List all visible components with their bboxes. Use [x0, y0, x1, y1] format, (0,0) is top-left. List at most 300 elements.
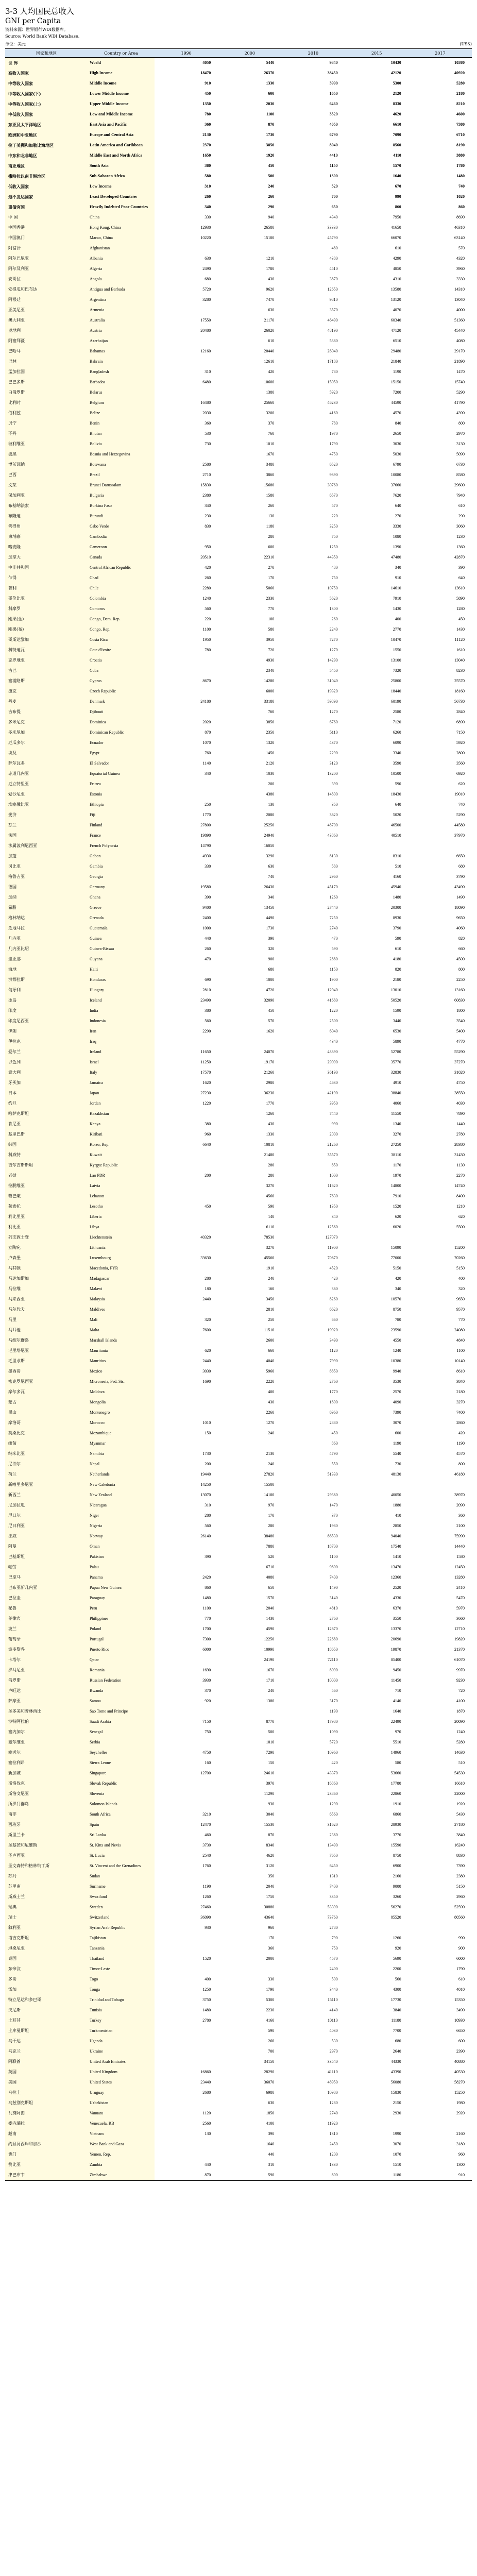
table-row — [5, 78, 472, 89]
country-name-en: Dominica — [88, 717, 155, 727]
gni-value: 31020 — [454, 1070, 465, 1075]
gni-value: 15090 — [390, 1245, 401, 1250]
table-row — [5, 552, 472, 563]
gni-value: 640 — [395, 802, 401, 807]
gni-value: 48130 — [390, 1472, 401, 1477]
gni-value: 7400 — [329, 1575, 338, 1580]
gni-value: 670 — [395, 184, 401, 189]
gni-value: 6510 — [393, 338, 401, 343]
country-name-en: Chile — [88, 583, 155, 594]
gni-value: 14790 — [200, 843, 211, 848]
gni-value: 15110 — [327, 1997, 338, 2002]
country-name-cn: 澳大利亚 — [5, 315, 88, 326]
table-row — [5, 1974, 472, 1985]
gni-value: 1190 — [393, 1441, 401, 1446]
gni-value: 2440 — [202, 1359, 211, 1363]
table-row — [5, 2088, 472, 2098]
table-row — [5, 1861, 472, 1871]
country-name-en: Latvia — [88, 1181, 155, 1191]
gni-value: 13100 — [390, 658, 401, 663]
gni-value: 7300 — [202, 1637, 211, 1641]
gni-value: 2350 — [266, 730, 275, 735]
gni-value: 3620 — [329, 812, 338, 817]
country-name-en: Djibouti — [88, 707, 155, 717]
country-name-cn: 沙特阿拉伯 — [5, 1717, 88, 1727]
gni-value — [345, 1480, 408, 1490]
gni-value: 3750 — [202, 1997, 211, 2002]
country-name-cn: 中 国 — [5, 212, 88, 223]
table-row — [5, 2170, 472, 2181]
gni-value: 4570 — [329, 1956, 338, 1961]
country-name-en: Upper Middle Income — [88, 99, 155, 109]
table-row — [5, 1521, 472, 1531]
country-name-cn: 德国 — [5, 882, 88, 892]
country-name-en: Pakistan — [88, 1552, 155, 1562]
gni-value: 13470 — [390, 1565, 401, 1569]
gni-value: 8750 — [393, 1307, 401, 1312]
gni-value: 240 — [268, 1276, 275, 1281]
table-row — [5, 831, 472, 841]
gni-value: 11550 — [391, 1111, 401, 1116]
gni-value: 56730 — [454, 699, 465, 704]
gni-value: 38450 — [327, 71, 338, 75]
table-row — [5, 563, 472, 573]
gni-value: 630 — [268, 864, 275, 869]
gni-value: 2680 — [202, 2090, 211, 2095]
gni-value: 3790 — [393, 926, 401, 930]
country-name-en: Maldives — [88, 1304, 155, 1315]
country-name-cn: 阿尔巴尼亚 — [5, 253, 88, 264]
country-name-cn: 所罗门群岛 — [5, 1799, 88, 1809]
gni-value: 5470 — [456, 1596, 465, 1600]
gni-value: 710 — [395, 1688, 401, 1693]
country-name-cn: 瓦努阿图 — [5, 2108, 88, 2119]
country-name-cn: 塞浦路斯 — [5, 676, 88, 686]
gni-value: 320 — [268, 946, 275, 951]
country-name-cn: 中非共和国 — [5, 563, 88, 573]
gni-value: 1270 — [329, 709, 338, 714]
gni-value: 1310 — [329, 2131, 338, 2136]
table-row — [5, 923, 472, 934]
gni-value: 4320 — [456, 256, 465, 261]
gni-value: 54530 — [454, 1771, 465, 1775]
table-row — [5, 326, 472, 336]
gni-value: 7910 — [393, 1194, 401, 1198]
gni-value: 40530 — [454, 2070, 465, 2074]
gni-value: 9650 — [456, 1297, 465, 1301]
country-name-en: Samoa — [88, 1696, 155, 1706]
gni-value: 620 — [458, 782, 465, 786]
gni-value: 1240 — [393, 1348, 401, 1353]
country-name-en: United Arab Emirates — [88, 2057, 155, 2067]
gni-value: 1010 — [266, 1740, 275, 1744]
gni-value — [155, 1799, 218, 1809]
gni-value: 870 — [155, 2170, 218, 2181]
country-name-en: Guinea-Bissau — [88, 944, 155, 954]
country-name-cn: 马来西亚 — [5, 1294, 88, 1304]
gni-value: 19170 — [264, 1060, 275, 1064]
gni-value: 24080 — [454, 1328, 465, 1332]
gni-value: 7620 — [393, 493, 401, 498]
gni-value: 5510 — [393, 1740, 401, 1744]
gni-value: 10380 — [454, 60, 465, 65]
gni-value: 2040 — [266, 1606, 275, 1611]
gni-value: 1250 — [329, 545, 338, 549]
gni-value: 14740 — [454, 1183, 465, 1188]
gni-value: 10750 — [327, 586, 338, 590]
gni-value — [408, 1923, 472, 1933]
gni-value: 2020 — [202, 720, 211, 724]
gni-value: 280 — [205, 1276, 211, 1281]
gni-value: 19010 — [454, 792, 465, 796]
gni-value: 4620 — [266, 1853, 275, 1858]
gni-value: 4570 — [393, 411, 401, 415]
country-name-en: Afghanistan — [88, 243, 155, 253]
gni-value: 1980 — [456, 2100, 465, 2105]
gni-value: 1130 — [456, 1163, 465, 1167]
gni-value: 2130 — [266, 1451, 275, 1456]
gni-value: 5300 — [266, 1997, 275, 2002]
gni-value: 12610 — [264, 359, 275, 364]
gni-value — [155, 1243, 218, 1253]
gni-value: 1350 — [202, 101, 211, 106]
country-name-cn: 哥伦比亚 — [5, 594, 88, 604]
gni-value: 320 — [458, 1286, 465, 1291]
gni-value: 3260 — [393, 1894, 401, 1899]
source-note-en: Source: World Bank WDI Database. — [5, 34, 80, 39]
gni-value: 36070 — [264, 2080, 275, 2084]
gni-value: 18160 — [454, 689, 465, 693]
gni-value: 51360 — [454, 318, 465, 323]
gni-value: 340 — [395, 1286, 401, 1291]
gni-value: 5030 — [393, 452, 401, 456]
table-row — [5, 1809, 472, 1820]
gni-value: 3040 — [266, 1812, 275, 1817]
gni-value: 29600 — [454, 483, 465, 487]
gni-value: 10810 — [264, 1142, 275, 1147]
gni-value: 330 — [268, 1977, 275, 1981]
gni-value: 25660 — [264, 400, 275, 405]
table-row — [5, 624, 472, 635]
gni-value: 470 — [205, 957, 211, 961]
gni-value: 14800 — [390, 1183, 401, 1188]
gni-value: 86530 — [327, 1534, 338, 1538]
table-row — [5, 1098, 472, 1109]
table-row — [5, 1840, 472, 1851]
gni-value: 390 — [205, 895, 211, 900]
country-name-cn: 拉脱维亚 — [5, 1181, 88, 1191]
gni-value: 7150 — [456, 730, 465, 735]
country-name-en: Congo, Rep. — [88, 624, 155, 635]
gni-value: 72110 — [327, 1657, 338, 1662]
gni-value: 830 — [205, 524, 211, 529]
gni-value: 4310 — [393, 277, 401, 281]
gni-value: 560 — [205, 606, 211, 611]
gni-value: 24190 — [264, 1657, 275, 1662]
gni-value: 1100 — [266, 112, 275, 116]
gni-value: 4410 — [329, 153, 338, 158]
country-name-en: French Polynesia — [88, 841, 155, 851]
gni-value: 410 — [395, 1513, 401, 1518]
country-name-en: Netherlands — [88, 1469, 155, 1480]
country-name-en: Sierra Leone — [88, 1758, 155, 1768]
gni-value: 3340 — [393, 751, 401, 755]
gni-value: 4850 — [393, 266, 401, 271]
gni-value: 40050 — [390, 1493, 401, 1497]
column-header: 国家和地区 — [5, 49, 88, 58]
gni-value: 970 — [268, 1503, 275, 1507]
country-name-cn: 乍得 — [5, 573, 88, 583]
country-name-cn: 布基纳法索 — [5, 501, 88, 511]
gni-value: 4370 — [329, 740, 338, 745]
country-name-en: Mauritius — [88, 1356, 155, 1366]
gni-value: 4550 — [393, 1338, 401, 1343]
table-row — [5, 1037, 472, 1047]
gni-value: 14310 — [454, 287, 465, 292]
country-name-cn: 巴基斯坦 — [5, 1552, 88, 1562]
country-name-cn: 菲律宾 — [5, 1614, 88, 1624]
table-row — [5, 1408, 472, 1418]
gni-value: 1510 — [393, 2162, 401, 2167]
country-name-cn: 荷兰 — [5, 1469, 88, 1480]
gni-value: 37970 — [454, 833, 465, 838]
gni-value: 73760 — [327, 1915, 338, 1920]
source-note-cn: 资料来源：世界银行WDI数据库。 — [5, 27, 68, 32]
country-name-en: Jamaica — [88, 1078, 155, 1088]
gni-value — [155, 1222, 218, 1232]
gni-value: 43860 — [327, 833, 338, 838]
gni-value: 3210 — [202, 1812, 211, 1817]
country-name-cn: 科特迪瓦 — [5, 645, 88, 655]
country-name-en: Jordan — [88, 1098, 155, 1109]
country-name-cn: 低收入国家 — [5, 181, 88, 192]
gni-value: 4510 — [329, 266, 338, 271]
country-name-en: St. Vincent and the Grenadines — [88, 1861, 155, 1871]
country-name-cn: 塞尔维亚 — [5, 1737, 88, 1748]
gni-value: 180 — [205, 1286, 211, 1291]
gni-value: 46500 — [390, 823, 401, 827]
gni-value: 1650 — [329, 91, 338, 96]
table-row — [5, 1088, 472, 1098]
gni-value: 1480 — [202, 2008, 211, 2012]
country-name-en: Mexico — [88, 1366, 155, 1377]
table-row — [5, 1335, 472, 1346]
gni-value: 8830 — [456, 1853, 465, 1858]
table-row — [5, 2057, 472, 2067]
country-name-cn: 冰岛 — [5, 995, 88, 1006]
table-row — [5, 511, 472, 521]
table-row — [5, 1964, 472, 1974]
gni-value: 17730 — [390, 1997, 401, 2002]
gni-value: 760 — [268, 709, 275, 714]
country-name-cn: 塞内加尔 — [5, 1727, 88, 1737]
gni-value: 11250 — [200, 1060, 211, 1064]
column-header: 2000 — [218, 49, 281, 58]
gni-value: 560 — [205, 1019, 211, 1023]
country-name-cn: 卡塔尔 — [5, 1655, 88, 1665]
gni-value: 13370 — [390, 1626, 401, 1631]
gni-value: 3840 — [456, 1379, 465, 1384]
gni-value — [155, 1943, 218, 1954]
gni-value: 860 — [395, 205, 401, 209]
country-name-cn: 西班牙 — [5, 1820, 88, 1830]
gni-value: 40880 — [454, 2059, 465, 2064]
country-name-cn: 古巴 — [5, 666, 88, 676]
gni-value: 4380 — [266, 792, 275, 796]
country-name-cn: 斯洛文尼亚 — [5, 1789, 88, 1799]
country-name-en: Greece — [88, 903, 155, 913]
gni-value: 25570 — [454, 679, 465, 683]
gni-value: 780 — [331, 421, 338, 426]
gni-value: 330 — [205, 215, 211, 219]
table-row — [5, 2036, 472, 2046]
gni-value: 45790 — [327, 235, 338, 240]
country-name-cn: 新西兰 — [5, 1490, 88, 1500]
table-row — [5, 1284, 472, 1294]
country-name-en: Paraguay — [88, 1593, 155, 1603]
gni-value: 590 — [395, 936, 401, 941]
gni-value: 6760 — [329, 720, 338, 724]
country-name-cn: 智利 — [5, 583, 88, 594]
country-name-en: Low Income — [88, 181, 155, 192]
gni-value: 620 — [395, 1214, 401, 1219]
country-name-cn: 毛里塔尼亚 — [5, 1346, 88, 1356]
gni-value: 280 — [268, 1173, 275, 1178]
gni-value: 29090 — [327, 1060, 338, 1064]
country-name-cn: 赤道几内亚 — [5, 769, 88, 779]
gni-value: 22860 — [390, 1791, 401, 1796]
gni-value — [155, 655, 218, 666]
gni-value — [218, 1438, 281, 1449]
gni-value — [345, 1923, 408, 1933]
gni-value: 19580 — [200, 885, 211, 889]
gni-value: 6650 — [456, 2028, 465, 2033]
country-name-en: Vanuatu — [88, 2108, 155, 2119]
table-row — [5, 357, 472, 367]
gni-value: 1210 — [266, 256, 275, 261]
gni-value: 630 — [205, 256, 211, 261]
gni-value: 2040 — [266, 1884, 275, 1889]
country-name-cn: 叙利亚 — [5, 1923, 88, 1933]
gni-value: 14100 — [264, 1493, 275, 1497]
gni-value: 570 — [331, 503, 338, 508]
gni-value: 1450 — [266, 751, 275, 755]
gni-value: 11290 — [264, 1791, 275, 1796]
table-row — [5, 738, 472, 748]
gni-value: 610 — [458, 1977, 465, 1981]
gni-value: 4750 — [456, 1080, 465, 1085]
gni-value: 1250 — [202, 1987, 211, 1992]
gni-value: 1780 — [456, 163, 465, 168]
gni-value: 340 — [331, 1214, 338, 1219]
gni-value: 6000 — [266, 689, 275, 693]
country-name-en: Madagascar — [88, 1274, 155, 1284]
gni-value: 840 — [395, 421, 401, 426]
gni-value: 12700 — [200, 1771, 211, 1775]
gni-value: 590 — [331, 946, 338, 951]
country-name-en: Cote d'Ivoire — [88, 645, 155, 655]
country-name-en: Senegal — [88, 1727, 155, 1737]
gni-value: 40320 — [200, 1235, 211, 1240]
table-row — [5, 521, 472, 532]
gni-value: 2180 — [456, 1389, 465, 1394]
gni-value — [155, 707, 218, 717]
table-row — [5, 2160, 472, 2170]
gni-value: 15680 — [264, 483, 275, 487]
country-name-en: Burundi — [88, 511, 155, 521]
gni-value: 1000 — [202, 926, 211, 930]
table-row — [5, 697, 472, 707]
gni-value: 4040 — [266, 1359, 275, 1363]
country-name-en: Central African Republic — [88, 563, 155, 573]
gni-value: 420 — [268, 369, 275, 374]
table-row — [5, 1212, 472, 1222]
gni-value: 5290 — [456, 812, 465, 817]
country-name-cn: 特立尼达和多巴哥 — [5, 1995, 88, 2005]
table-row — [5, 1428, 472, 1438]
table-row — [5, 1397, 472, 1408]
gni-value: 2760 — [329, 1379, 338, 1384]
country-name-en: Oman — [88, 1541, 155, 1552]
gni-value: 1260 — [329, 895, 338, 900]
gni-value: 11920 — [327, 2121, 338, 2126]
gni-value: 170 — [268, 575, 275, 580]
country-name-en: Macedonia, FYR — [88, 1263, 155, 1274]
gni-value: 1430 — [266, 1616, 275, 1621]
country-name-en: Angola — [88, 274, 155, 284]
country-name-en: Timor-Leste — [88, 1964, 155, 1974]
country-name-en: Belize — [88, 408, 155, 418]
gni-value — [155, 1871, 218, 1882]
gni-value: 6710 — [266, 1565, 275, 1569]
gni-value: 17180 — [327, 359, 338, 364]
gni-value: 280 — [268, 1163, 275, 1167]
country-name-cn: 奥地利 — [5, 326, 88, 336]
gni-value: 6900 — [393, 1863, 401, 1868]
gni-value: 9800 — [329, 1565, 338, 1569]
gni-value: 7470 — [266, 297, 275, 302]
country-name-en: Malta — [88, 1325, 155, 1335]
gni-value: 920 — [205, 1699, 211, 1703]
country-name-cn: 蒙古 — [5, 1397, 88, 1408]
gni-value: 1490 — [456, 895, 465, 900]
table-row — [5, 882, 472, 892]
gni-value: 8580 — [456, 472, 465, 477]
gni-value: 6640 — [202, 1142, 211, 1147]
table-row — [5, 2139, 472, 2149]
gni-value: 42870 — [454, 555, 465, 560]
table-row — [5, 934, 472, 944]
table-row — [5, 769, 472, 779]
gni-value: 970 — [395, 1730, 401, 1734]
gni-value — [408, 841, 472, 851]
gni-value — [408, 2119, 472, 2129]
gni-value: 2840 — [456, 709, 465, 714]
country-name-cn: 土库曼斯坦 — [5, 2026, 88, 2036]
gni-value: 1780 — [266, 266, 275, 271]
table-row — [5, 1552, 472, 1562]
gni-value: 440 — [205, 2162, 211, 2167]
gni-value: 80560 — [454, 1915, 465, 1920]
gni-value: 25800 — [390, 679, 401, 683]
country-name-en: High Income — [88, 68, 155, 78]
country-name-en: Russian Federation — [88, 1675, 155, 1686]
country-name-cn: 捷克 — [5, 686, 88, 697]
gni-value: 1270 — [329, 648, 338, 652]
country-name-en: Turkey — [88, 2015, 155, 2026]
gni-value: 8340 — [266, 1843, 275, 1848]
table-row — [5, 233, 472, 243]
